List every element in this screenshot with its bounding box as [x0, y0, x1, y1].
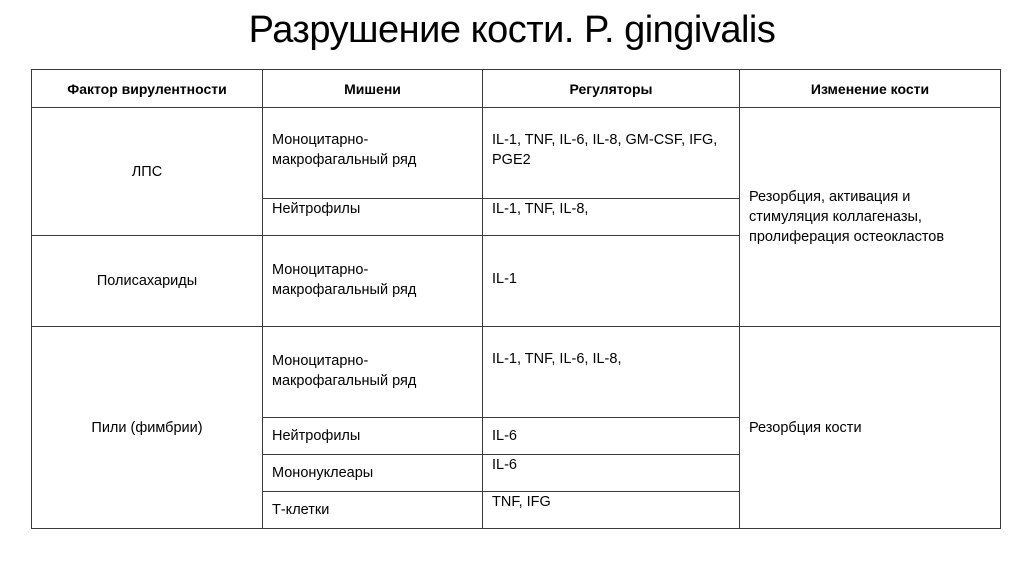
header-bone-change: Изменение кости — [740, 70, 1001, 108]
target-cell: Моноцитарно-макрофагальный ряд — [263, 327, 483, 418]
regulators-cell: TNF, IFG — [483, 492, 740, 529]
regulators-cell: IL-1, TNF, IL-6, IL-8, — [483, 327, 740, 418]
page-title: Разрушение кости. P. gingivalis — [248, 9, 776, 51]
target-cell: Нейтрофилы — [263, 199, 483, 236]
target-cell: Мононуклеары — [263, 455, 483, 492]
factor-cell: Пили (фимбрии) — [32, 327, 263, 529]
table-header-row — [32, 70, 1001, 108]
target-cell: Моноцитарно-макрофагальный ряд — [263, 236, 483, 327]
regulators-cell: IL-1, TNF, IL-8, — [483, 199, 740, 236]
regulators-cell: IL-6 — [483, 418, 740, 455]
factor-cell: Полисахариды — [32, 236, 263, 327]
header-targets: Мишени — [263, 70, 483, 108]
table-row — [32, 108, 1001, 199]
header-regulators: Регуляторы — [483, 70, 740, 108]
factor-cell: ЛПС — [32, 108, 263, 236]
bone-change-cell: Резорбция кости — [740, 327, 1001, 529]
header-virulence-factor: Фактор вирулентности — [32, 70, 263, 108]
table-row — [32, 327, 1001, 418]
regulators-cell: IL-1, TNF, IL-6, IL-8, GM-CSF, IFG, PGE2 — [483, 108, 740, 199]
virulence-table — [31, 69, 1001, 529]
regulators-cell: IL-1 — [483, 236, 740, 327]
target-cell: Моноцитарно-макрофагальный ряд — [263, 108, 483, 199]
target-cell: Нейтрофилы — [263, 418, 483, 455]
regulators-cell: IL-6 — [483, 455, 740, 492]
bone-change-cell: Резорбция, активация и стимуляция коллагеназы, пролиферация остеокластов — [740, 108, 1001, 327]
target-cell: Т-клетки — [263, 492, 483, 529]
